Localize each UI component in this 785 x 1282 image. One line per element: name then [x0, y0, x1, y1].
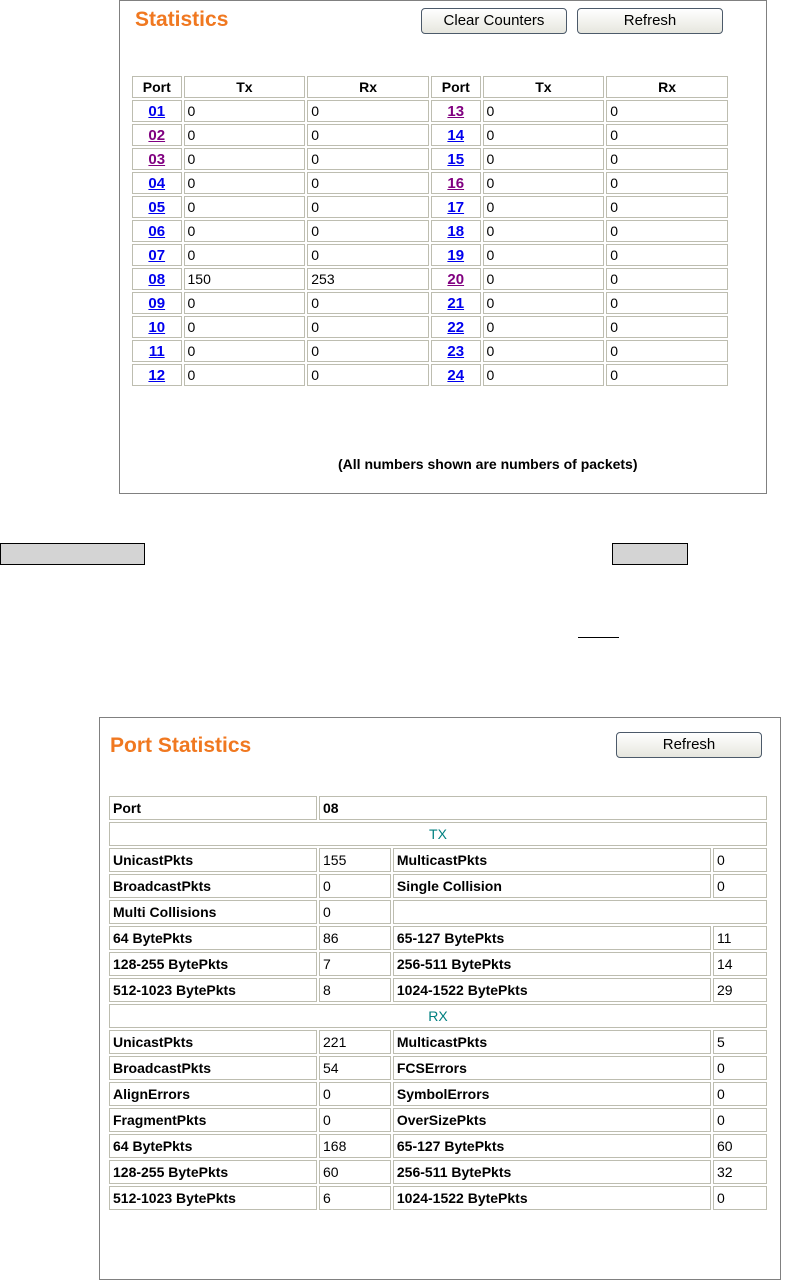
port-link-10[interactable]: 10 — [148, 318, 166, 336]
stat-label: 128-255 BytePkts — [109, 952, 317, 976]
table-row — [109, 1108, 767, 1132]
tx-cell: 0 — [184, 100, 306, 122]
port-cell — [431, 196, 481, 218]
table-row — [109, 1082, 767, 1106]
tx-cell: 0 — [184, 340, 306, 362]
stat-label: MulticastPkts — [393, 1030, 711, 1054]
stat-value: 8 — [319, 978, 391, 1002]
port-value: 08 — [319, 796, 767, 820]
stat-label: 65-127 BytePkts — [393, 926, 711, 950]
statistics-table — [130, 74, 730, 388]
stat-value: 0 — [713, 1056, 767, 1080]
stat-label: 512-1023 BytePkts — [109, 978, 317, 1002]
port-link-07[interactable]: 07 — [148, 246, 166, 264]
rx-cell: 0 — [307, 244, 429, 266]
port-cell — [132, 172, 182, 194]
col-tx-2: Tx — [483, 76, 605, 98]
stat-label: Multi Collisions — [109, 900, 317, 924]
stat-label: BroadcastPkts — [109, 874, 317, 898]
port-cell — [132, 100, 182, 122]
port-cell — [132, 148, 182, 170]
stat-value: 0 — [319, 1108, 391, 1132]
stat-value: 60 — [319, 1160, 391, 1184]
col-tx-1: Tx — [184, 76, 306, 98]
rx-cell: 0 — [307, 172, 429, 194]
stat-value: 5 — [713, 1030, 767, 1054]
stat-label: BroadcastPkts — [109, 1056, 317, 1080]
tx-cell: 0 — [483, 268, 605, 290]
rx-cell: 0 — [606, 100, 728, 122]
table-row — [132, 172, 728, 194]
table-row — [132, 268, 728, 290]
stat-label: 65-127 BytePkts — [393, 1134, 711, 1158]
port-link-11[interactable]: 11 — [148, 342, 165, 360]
port-label: Port — [109, 796, 317, 820]
table-row — [132, 220, 728, 242]
table-row — [109, 1056, 767, 1080]
rx-cell: 0 — [606, 124, 728, 146]
tx-cell: 0 — [184, 292, 306, 314]
stat-value: 7 — [319, 952, 391, 976]
port-cell — [132, 244, 182, 266]
stat-value: 29 — [713, 978, 767, 1002]
tx-cell: 0 — [483, 292, 605, 314]
empty-cell — [393, 900, 767, 924]
col-port-1: Port — [132, 76, 182, 98]
port-link-01[interactable]: 01 — [148, 102, 166, 120]
clear-counters-button[interactable]: Clear Counters — [421, 8, 567, 34]
port-cell — [132, 316, 182, 338]
table-row — [109, 1134, 767, 1158]
port-link-02[interactable]: 02 — [148, 126, 166, 144]
port-cell — [431, 172, 481, 194]
port-statistics-panel — [99, 717, 781, 1280]
stat-label: OverSizePkts — [393, 1108, 711, 1132]
stat-value: 0 — [713, 848, 767, 872]
rx-heading: RX — [109, 1004, 767, 1028]
table-row — [109, 926, 767, 950]
rx-cell: 0 — [307, 100, 429, 122]
col-rx-1: Rx — [307, 76, 429, 98]
tx-cell: 0 — [483, 124, 605, 146]
port-link-05[interactable]: 05 — [148, 198, 166, 216]
port-link-12[interactable]: 12 — [148, 366, 166, 384]
stat-label: SymbolErrors — [393, 1082, 711, 1106]
tx-cell: 0 — [184, 148, 306, 170]
stat-value: 0 — [319, 900, 391, 924]
table-row — [132, 100, 728, 122]
port-cell — [132, 196, 182, 218]
table-row — [132, 196, 728, 218]
rx-cell: 0 — [307, 124, 429, 146]
port-link-21[interactable]: 21 — [447, 294, 465, 312]
tx-cell: 0 — [184, 364, 306, 386]
stat-label: UnicastPkts — [109, 848, 317, 872]
stat-value: 155 — [319, 848, 391, 872]
tx-cell: 0 — [184, 196, 306, 218]
port-cell — [431, 268, 481, 290]
port-cell — [431, 124, 481, 146]
stat-value: 32 — [713, 1160, 767, 1184]
table-row — [109, 978, 767, 1002]
stat-label: UnicastPkts — [109, 1030, 317, 1054]
rx-cell: 0 — [606, 316, 728, 338]
port-refresh-button[interactable]: Refresh — [616, 732, 762, 758]
stat-label: 256-511 BytePkts — [393, 952, 711, 976]
stat-value: 0 — [319, 874, 391, 898]
stat-label: 1024-1522 BytePkts — [393, 978, 711, 1002]
port-link-17[interactable]: 17 — [447, 198, 465, 216]
tx-cell: 150 — [184, 268, 306, 290]
port-link-24[interactable]: 24 — [447, 366, 465, 384]
table-row — [109, 874, 767, 898]
port-cell — [431, 316, 481, 338]
port-cell — [431, 292, 481, 314]
col-rx-2: Rx — [606, 76, 728, 98]
rx-cell: 253 — [307, 268, 429, 290]
tx-cell: 0 — [483, 148, 605, 170]
table-row — [109, 1160, 767, 1184]
tx-cell: 0 — [483, 220, 605, 242]
port-cell — [431, 244, 481, 266]
port-link-13[interactable]: 13 — [447, 102, 465, 120]
rx-cell: 0 — [606, 196, 728, 218]
table-row — [109, 900, 767, 924]
port-cell — [132, 292, 182, 314]
rx-cell: 0 — [606, 364, 728, 386]
stat-label: 256-511 BytePkts — [393, 1160, 711, 1184]
rx-cell: 0 — [606, 268, 728, 290]
table-row — [109, 848, 767, 872]
port-cell — [132, 124, 182, 146]
stat-value: 168 — [319, 1134, 391, 1158]
statistics-panel — [119, 0, 767, 494]
tx-heading: TX — [109, 822, 767, 846]
port-cell — [431, 364, 481, 386]
tx-cell: 0 — [184, 316, 306, 338]
stat-value: 0 — [713, 1108, 767, 1132]
table-row — [109, 1186, 767, 1210]
tx-cell: 0 — [483, 364, 605, 386]
stat-label: 128-255 BytePkts — [109, 1160, 317, 1184]
rx-cell: 0 — [307, 340, 429, 362]
tx-cell: 0 — [184, 244, 306, 266]
stat-value: 11 — [713, 926, 767, 950]
stat-label: FCSErrors — [393, 1056, 711, 1080]
port-link-23[interactable]: 23 — [447, 342, 465, 360]
stat-value: 14 — [713, 952, 767, 976]
tx-cell: 0 — [184, 172, 306, 194]
table-row — [132, 364, 728, 386]
stat-value: 0 — [713, 1186, 767, 1210]
table-row — [132, 244, 728, 266]
table-row — [132, 292, 728, 314]
stat-label: Single Collision — [393, 874, 711, 898]
packets-note: (All numbers shown are numbers of packets) — [338, 456, 638, 472]
tx-cell: 0 — [483, 100, 605, 122]
stat-value: 0 — [713, 1082, 767, 1106]
underline-mark — [578, 637, 619, 638]
stat-label: 512-1023 BytePkts — [109, 1186, 317, 1210]
port-cell — [431, 100, 481, 122]
table-row — [132, 124, 728, 146]
stat-value: 0 — [319, 1082, 391, 1106]
rx-cell: 0 — [307, 316, 429, 338]
table-row — [109, 952, 767, 976]
rx-cell: 0 — [606, 340, 728, 362]
stat-value: 221 — [319, 1030, 391, 1054]
rx-cell: 0 — [307, 148, 429, 170]
stat-value: 54 — [319, 1056, 391, 1080]
port-link-09[interactable]: 09 — [148, 294, 166, 312]
rx-cell: 0 — [606, 244, 728, 266]
stat-label: 64 BytePkts — [109, 1134, 317, 1158]
port-statistics-title: Port Statistics — [110, 734, 252, 757]
stat-value: 86 — [319, 926, 391, 950]
statistics-title: Statistics — [135, 8, 229, 31]
stat-label: MulticastPkts — [393, 848, 711, 872]
tx-cell: 0 — [184, 220, 306, 242]
port-cell — [132, 364, 182, 386]
stat-label: AlignErrors — [109, 1082, 317, 1106]
port-cell — [132, 340, 182, 362]
clear-counters-reference — [0, 543, 145, 565]
port-link-15[interactable]: 15 — [447, 150, 465, 168]
table-row — [132, 316, 728, 338]
rx-cell: 0 — [307, 196, 429, 218]
stat-label: FragmentPkts — [109, 1108, 317, 1132]
port-link-14[interactable]: 14 — [447, 126, 465, 144]
stat-label: 64 BytePkts — [109, 926, 317, 950]
port-cell — [132, 268, 182, 290]
stat-value: 6 — [319, 1186, 391, 1210]
port-link-22[interactable]: 22 — [447, 318, 465, 336]
rx-cell: 0 — [606, 220, 728, 242]
refresh-reference — [612, 543, 688, 565]
rx-cell: 0 — [606, 148, 728, 170]
port-cell — [431, 220, 481, 242]
tx-cell: 0 — [483, 340, 605, 362]
port-link-20[interactable]: 20 — [447, 270, 465, 288]
rx-cell: 0 — [307, 364, 429, 386]
tx-cell: 0 — [184, 124, 306, 146]
table-row — [109, 1030, 767, 1054]
port-statistics-table — [107, 794, 769, 1212]
port-link-06[interactable]: 06 — [148, 222, 166, 240]
rx-cell: 0 — [606, 292, 728, 314]
tx-cell: 0 — [483, 316, 605, 338]
rx-cell: 0 — [307, 292, 429, 314]
port-link-18[interactable]: 18 — [447, 222, 465, 240]
tx-cell: 0 — [483, 244, 605, 266]
tx-cell: 0 — [483, 196, 605, 218]
port-cell — [431, 148, 481, 170]
refresh-button[interactable]: Refresh — [577, 8, 723, 34]
col-port-2: Port — [431, 76, 481, 98]
stat-value: 60 — [713, 1134, 767, 1158]
table-row — [132, 340, 728, 362]
port-cell — [431, 340, 481, 362]
port-link-04[interactable]: 04 — [148, 174, 166, 192]
port-cell — [132, 220, 182, 242]
table-row — [132, 148, 728, 170]
stat-label: 1024-1522 BytePkts — [393, 1186, 711, 1210]
port-link-08[interactable]: 08 — [148, 270, 166, 288]
tx-cell: 0 — [483, 172, 605, 194]
port-link-03[interactable]: 03 — [148, 150, 166, 168]
rx-cell: 0 — [307, 220, 429, 242]
port-link-16[interactable]: 16 — [447, 174, 465, 192]
port-link-19[interactable]: 19 — [447, 246, 465, 264]
rx-cell: 0 — [606, 172, 728, 194]
stat-value: 0 — [713, 874, 767, 898]
